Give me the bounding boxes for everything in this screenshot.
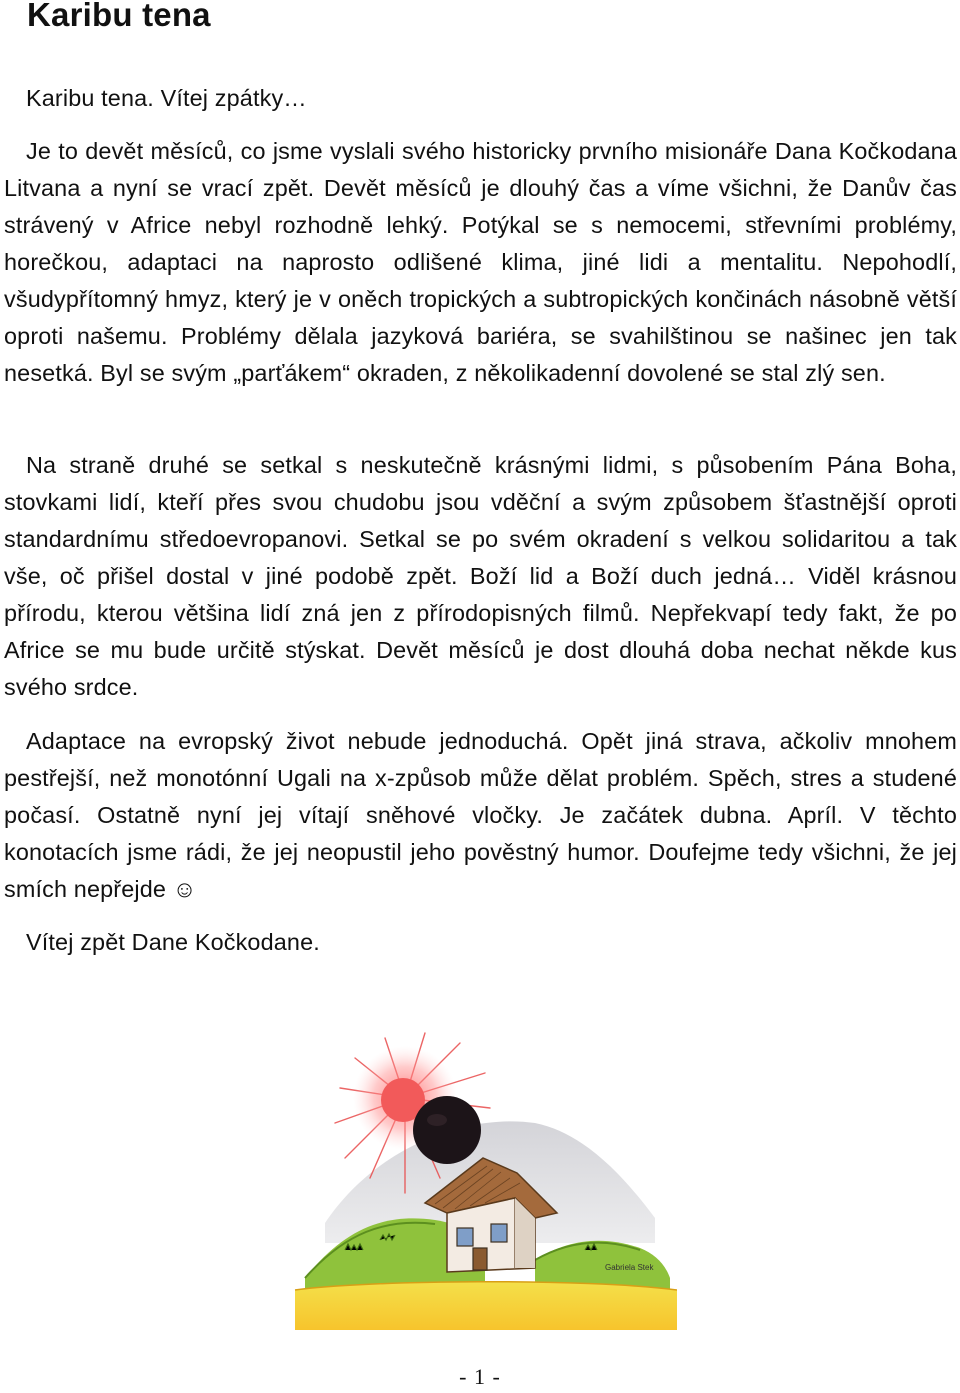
- page-number: - 1 -: [459, 1364, 501, 1389]
- house-sun-drawing: [285, 1028, 677, 1330]
- paragraph-hardships: Je to devět měsíců, co jsme vyslali svého historicky prvního misionáře Dana Kočkodana Litvana a nyní se vrací zpět. Devět měsíců je dlouhý čas a víme všichni, že Danův čas strávený v Africe nebyl rozhodně lehký. Potýkal se s nemocemi, střevními problémy, horečkou, adaptaci na naprosto odlišené klima, jiné lidi a mentalitu. Nepohodlí, všudypřítomný hmyz, který je v oněch tropických a subtropických končinách násobně větší oproti našemu. Problémy dělala jazyková bariéra, se svahilštinou se našinec jen tak nesetká. Byl se svým „parťákem“ okraden, z několikadenní dovolené se stal zlý sen.: [4, 138, 957, 386]
- paragraph-greeting: Karibu tena. Vítej zpátky…: [26, 85, 307, 111]
- artist-signature: Gabriela Stek: [605, 1263, 654, 1272]
- paragraph-blessings: Na straně druhé se setkal s neskutečně krásnými lidmi, s působením Pána Boha, stovkami lidí, kteří přes svou chudobu jsou vděční a svým způsobem šťastnější oproti standardnímu středoevropanovi. Setkal se po svém okradení s velkou solidaritou a tak vše, oč přišel dostal v jiné podobě zpět. Boží lid a Boží duch jedná… Viděl krásnou přírodu, kterou většina lidí zná jen z přírodopisných filmů. Nepřekvapí tedy fakt, že po Africe se mu bude určitě stýskat. Devět měsíců je dost dlouhá doba nechat někde kus svého srdce.: [4, 452, 957, 700]
- page-title: Karibu tena: [27, 0, 211, 33]
- paragraph-closing: Vítej zpět Dane Kočkodane.: [26, 929, 320, 955]
- paragraph-adaptation: Adaptace na evropský život nebude jednoduchá. Opět jiná strava, ačkoliv mnohem pestřejší, než monotónní Ugali na x-způsob může dělat problém. Spěch, stres a studené počasí. Ostatně nyní jej vítají sněhové vločky. Je začátek dubna. Apríl. V těchto konotacích jsme rádi, že jej neopustil jeho pověstný humor. Doufejme tedy všichni, že jej smích nepřejde ☺: [4, 728, 957, 902]
